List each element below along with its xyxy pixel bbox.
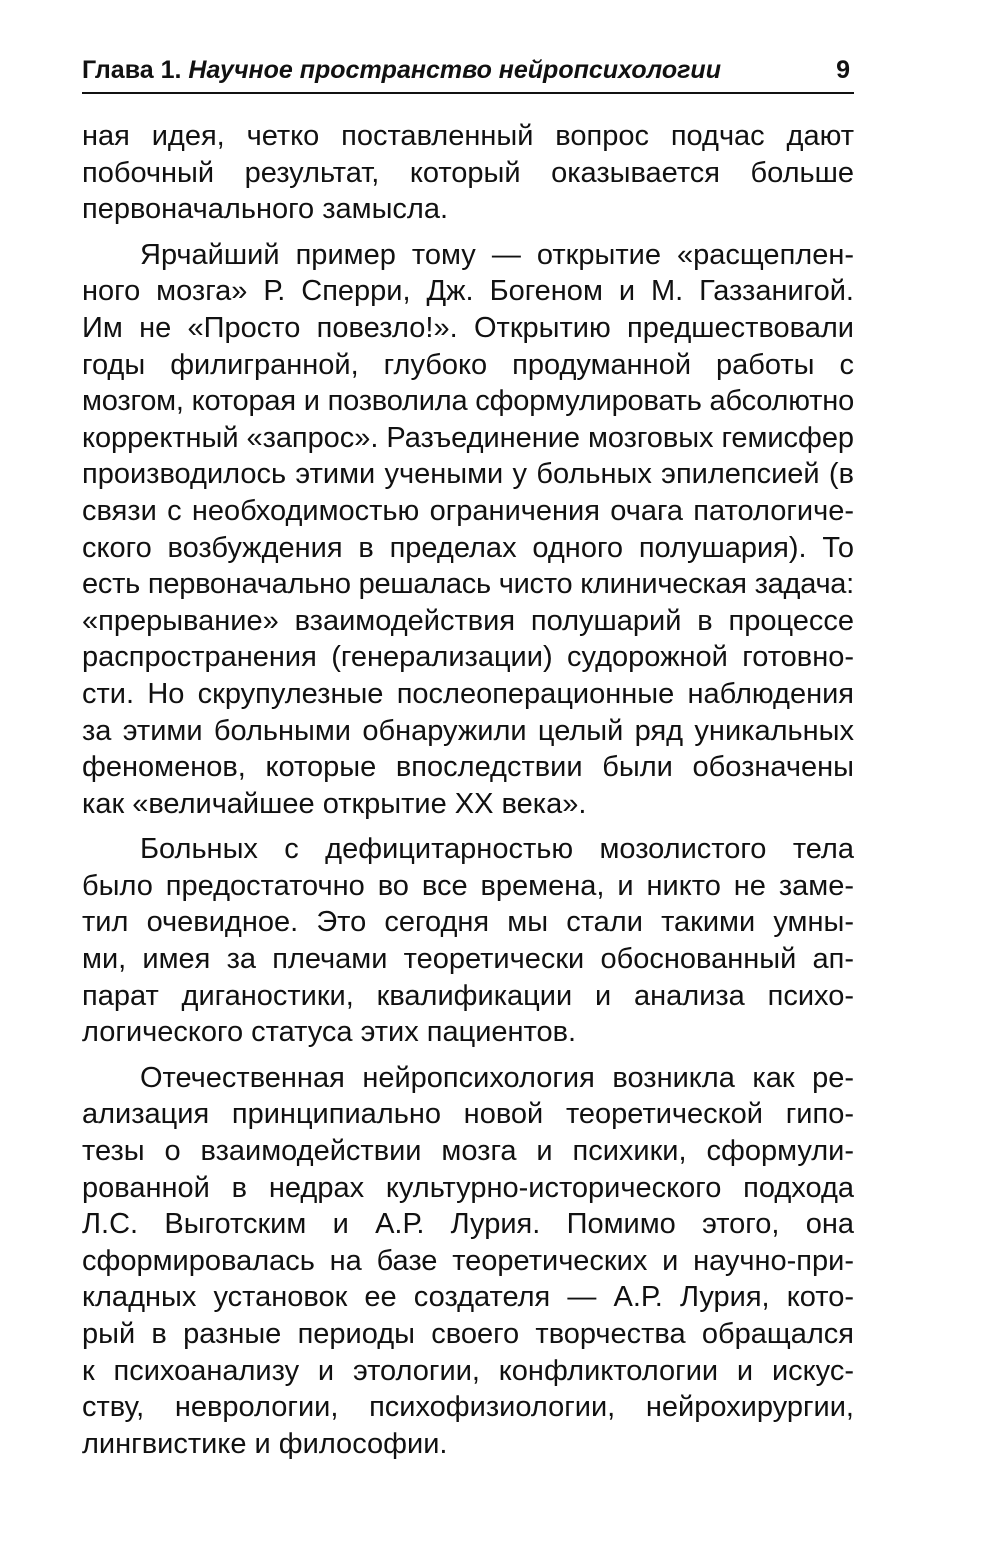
paragraph-2 — [82, 237, 854, 823]
text-line: было предостаточно во все времена, и никто не заме- — [82, 869, 854, 902]
text-line: Л.С. Выготским и А.Р. Лурия. Помимо этого, она — [82, 1208, 854, 1241]
text-line: годы филигранной, глубоко продуманной работы с — [82, 348, 854, 381]
body-text — [82, 118, 854, 1471]
text-line: логического статуса этих пациентов. — [82, 1016, 577, 1049]
text-line: парат диганостики, квалификации и анализа психо- — [82, 979, 854, 1012]
text-line: феноменов, которые впоследствии были обозначены — [82, 751, 854, 784]
text-line: как «величайшее открытие XX века». — [82, 787, 587, 820]
text-line: мозгом, которая и позволила сформулировать абсолютно — [82, 385, 855, 418]
text-line: ского возбуждения в пределах одного полушария). То — [82, 531, 854, 564]
text-line: тезы о взаимодействии мозга и психики, сформули- — [82, 1135, 854, 1168]
paragraph-1 — [82, 118, 854, 228]
text-line: Отечественная нейропсихология возникла как ре- — [140, 1061, 854, 1094]
page-number: 9 — [836, 56, 850, 84]
running-header — [82, 52, 854, 94]
text-line: лингвистике и философии. — [82, 1427, 448, 1460]
text-line: ная идея, четко поставленный вопрос подчас дают — [82, 120, 854, 152]
text-line: ного мозга» Р. Сперри, Дж. Богеном и М. Газзанигой. — [82, 275, 854, 308]
text-line: тил очевидное. Это сегодня мы стали такими умны- — [82, 906, 854, 939]
text-line: Больных с дефицитарностью мозолистого тела — [140, 833, 854, 866]
text-line: рый в разные периоды своего творчества обращался — [82, 1318, 854, 1350]
text-line: первоначального замысла. — [82, 193, 449, 226]
text-line: ми, имея за плечами теоретически обоснованный ап- — [82, 943, 854, 976]
chapter-label: Глава 1. — [82, 56, 182, 84]
text-line: ству, неврологии, психофизиологии, нейрохирургии, — [82, 1391, 854, 1424]
text-line: связи с необходимостью ограничения очага патологиче- — [82, 494, 854, 527]
text-line: Им не «Просто повезло!». Открытию предшествовали — [82, 311, 854, 344]
chapter-title: Научное пространство нейропсихологии — [188, 56, 721, 84]
text-line: сформировалась на базе теоретических и научно-при- — [82, 1244, 854, 1277]
text-line: Ярчайший пример тому — открытие «расщеплен- — [140, 238, 854, 271]
text-line: производилось этими учеными у больных эпилепсией (в — [82, 458, 854, 491]
text-line: ализация принципиально новой теоретической гипо- — [82, 1098, 854, 1131]
text-line: сти. Но скрупулезные послеоперационные наблюдения — [82, 677, 854, 710]
running-header-chapter — [82, 56, 721, 85]
text-line: распространения (генерализации) судорожной готовно- — [82, 641, 854, 674]
text-line: за этими больными обнаружили целый ряд уникальных — [82, 714, 854, 747]
text-line: рованной в недрах культурно-исторического подхода — [82, 1171, 854, 1204]
paragraph-4 — [82, 1060, 854, 1463]
text-line: есть первоначально решалась чисто клиническая задача: — [82, 568, 854, 601]
text-line: кладных установок ее создателя — А.Р. Лурия, кото- — [82, 1281, 854, 1314]
text-line: «прерывание» взаимодействия полушарий в процессе — [82, 604, 854, 637]
text-line: побочный результат, который оказывается больше — [82, 156, 854, 189]
paragraph-3 — [82, 831, 854, 1051]
text-line: к психоанализу и этологии, конфликтологии и искус- — [82, 1354, 854, 1387]
text-line: корректный «запрос». Разъединение мозговых гемисфер — [82, 421, 855, 454]
